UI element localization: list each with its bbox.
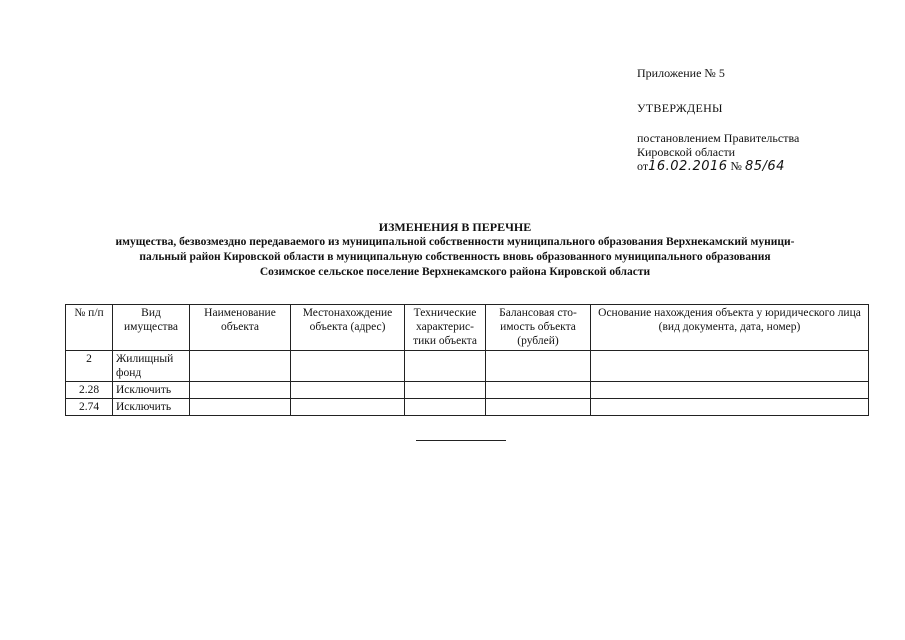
table-row — [66, 351, 869, 382]
decree-line-2: Кировской области — [637, 145, 736, 159]
decree-number-sign: № — [730, 159, 742, 173]
cell-balance-value — [486, 351, 591, 382]
decree-block — [637, 131, 799, 174]
cell-location — [291, 382, 405, 399]
cell-legal-basis — [591, 399, 869, 416]
cell-number: 2.28 — [66, 382, 113, 399]
cell-object-name — [190, 351, 291, 382]
table-row — [66, 382, 869, 399]
decree-line-3 — [637, 159, 799, 174]
cell-balance-value — [486, 399, 591, 416]
table-row — [66, 399, 869, 416]
approved-label: УТВЕРЖДЕНЫ — [637, 101, 723, 115]
cell-technical-specs — [405, 382, 486, 399]
header-cell-number: № п/п — [66, 305, 113, 351]
cell-number: 2 — [66, 351, 113, 382]
cell-property-type: Жилищный фонд — [113, 351, 190, 382]
cell-technical-specs — [405, 351, 486, 382]
header-cell-property-type: Вид имущества — [113, 305, 190, 351]
decree-date-handwritten: 16.02.2016 — [648, 159, 728, 174]
cell-object-name — [190, 382, 291, 399]
header-cell-location: Местонахождение объекта (адрес) — [291, 305, 405, 351]
end-divider-line — [416, 440, 506, 441]
cell-location — [291, 399, 405, 416]
cell-property-type: Исключить — [113, 399, 190, 416]
cell-balance-value — [486, 382, 591, 399]
document-subtitle-line-3: Созимское сельское поселение Верхнекамского района Кировской области — [259, 266, 651, 278]
cell-number: 2.74 — [66, 399, 113, 416]
cell-property-type: Исключить — [113, 382, 190, 399]
cell-object-name — [190, 399, 291, 416]
header-cell-technical-specs: Технические характерис-тики объекта — [405, 305, 486, 351]
document-title: ИЗМЕНЕНИЯ В ПЕРЕЧНЕ — [378, 220, 532, 234]
document-heading — [60, 220, 850, 280]
cell-location — [291, 351, 405, 382]
cell-legal-basis — [591, 382, 869, 399]
cell-technical-specs — [405, 399, 486, 416]
cell-legal-basis — [591, 351, 869, 382]
property-changes-table — [65, 304, 869, 416]
header-cell-object-name: Наименование объекта — [190, 305, 291, 351]
document-subtitle-line-2: пальный район Кировской области в муниципальную собственность вновь образованного муниципального образования — [139, 251, 771, 263]
decree-line-1: постановлением Правительства — [637, 131, 800, 145]
appendix-label: Приложение № 5 — [637, 66, 725, 80]
decree-prefix: от — [637, 159, 649, 173]
decree-number-handwritten: 85/64 — [744, 159, 785, 174]
table-header-row — [66, 305, 869, 351]
header-cell-balance-value: Балансовая сто-имость объекта (рублей) — [486, 305, 591, 351]
document-subtitle-line-1: имущества, безвозмездно передаваемого из муниципальной собственности муниципального образования Верхнекамский муници- — [115, 236, 795, 248]
header-cell-legal-basis: Основание нахождения объекта у юридического лица (вид документа, дата, номер) — [591, 305, 869, 351]
